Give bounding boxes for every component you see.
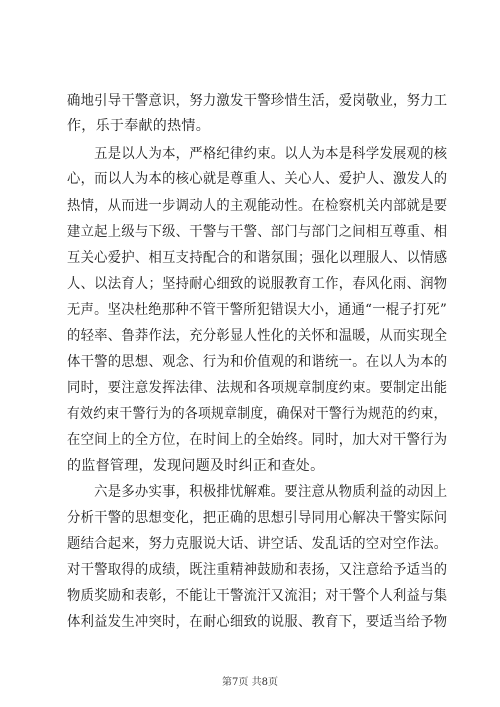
text-line: 互关心爱护、相互支持配合的和谐氛围；强化以理服人、以情感	[67, 250, 448, 266]
text-line: 题结合起来，努力克服说大话、讲空话、发乱话的空对空作法。	[67, 536, 448, 552]
text-line: 有效约束干警行为的各项规章制度，确保对干警行为规范的约束，	[67, 406, 447, 422]
text-line: 体干警的思想、观念、行为和价值观的和谐统一。在以人为本的	[67, 354, 448, 370]
page-number-footer: 第7页 共8页	[222, 677, 278, 688]
text-line: 作，乐于奉献的热情。	[67, 118, 210, 134]
text-line: 确地引导干警意识，努力激发干警珍惜生活，爱岗敬业，努力工	[67, 93, 448, 109]
text-line: 人、以法育人；坚持耐心细致的说服教育工作，春风化雨、润物	[67, 276, 448, 292]
text-line: 的监督管理，发现问题及时纠正和查处。	[67, 458, 325, 474]
text-line: 分析干警的思想变化，把正确的思想引导同用心解决干警实际问	[67, 510, 448, 526]
text-line: 的轻率、鲁莽作法，充分彰显人性化的关怀和温暖，从而实现全	[67, 328, 448, 344]
text-line: 五是以人为本，严格纪律约束。以人为本是科学发展观的核	[67, 146, 448, 162]
text-line: 建立起上级与下级、干警与干警、部门与部门之间相互尊重、相	[67, 224, 448, 240]
text-line: 物质奖励和表彰，不能让干警流汗又流泪；对干警个人利益与集	[67, 588, 448, 604]
text-line: 热情，从而进一步调动人的主观能动性。在检察机关内部就是要	[67, 198, 448, 214]
text-line: 无声。坚决杜绝那种不管干警所犯错误大小，通通“一棍子打死”	[67, 302, 448, 318]
text-line: 在空间上的全方位，在时间上的全始终。同时，加大对干警行为	[67, 432, 448, 448]
text-line: 同时，要注意发挥法律、法规和各项规章制度约束。要制定出能	[67, 380, 448, 396]
text-line: 心，而以人为本的核心就是尊重人、关心人、爱护人、激发人的	[67, 171, 448, 187]
text-line: 六是多办实事，积极排忧解难。要注意从物质利益的动因上	[67, 484, 448, 500]
text-line: 体利益发生冲突时，在耐心细致的说服、教育下，要适当给予物	[67, 614, 448, 630]
text-line: 对干警取得的成绩，既注重精神鼓励和表扬，又注意给予适当的	[67, 562, 448, 578]
